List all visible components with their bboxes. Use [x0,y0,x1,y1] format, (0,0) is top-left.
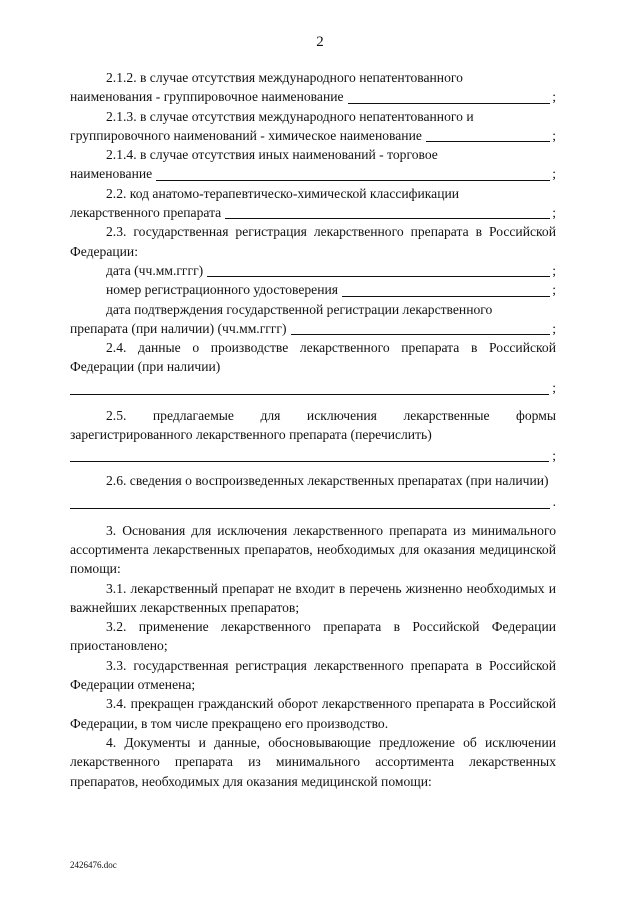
production-data-blank-line[interactable] [70,380,549,395]
certificate-number-label: номер регистрационного удостоверения [106,282,339,298]
registration-confirm-end: ; [552,320,556,336]
item-2-5-end: ; [552,448,556,464]
section-3-text: 3. Основания для исключения лекарственного препарата из минимального ассортимента лекарственных препаратов, необходимых для оказания медицинской помощи: [70,522,556,577]
item-2-1-3-text: 2.1.3. в случае отсутствия международного непатентованного и [106,108,474,124]
item-2-2-label: лекарственного препарата [70,205,222,221]
item-2-2-end: ; [552,205,556,221]
atc-code-blank-line[interactable] [225,204,550,219]
item-2-1-4-field [70,164,556,183]
item-2-2 [70,184,556,223]
item-2-6-end: . [552,494,556,510]
item-2-1-2-field [70,87,556,106]
item-2-1-4-label: наименование [70,166,153,182]
item-3-4-text: 3.4. прекращен гражданский оборот лекарственного препарата в Российской Федерации, в том числе прекращено его производство. [70,696,556,731]
group-name-blank-line[interactable] [348,89,551,104]
page-number: 2 [316,34,324,50]
registration-confirm-text: дата подтверждения государственной регистрации лекарственного [106,301,493,317]
registration-date-blank-line[interactable] [207,262,550,277]
item-2-4-end: ; [552,380,556,396]
registration-date-label: дата (чч.мм.гггг) [106,262,204,278]
certificate-number-field [70,280,556,299]
registration-confirm-label: препарата (при наличии) (чч.мм.гггг) [70,320,287,336]
confirm-date-blank-line[interactable] [291,320,551,335]
section-4-text: 4. Документы и данные, обосновывающие предложение об исключении лекарственного препарата из минимального ассортимента лекарственных препаратов, необходимых для оказания медицинской помощи: [70,734,556,789]
trade-name-blank-line[interactable] [156,166,550,181]
chemical-name-blank-line[interactable] [426,127,550,142]
item-2-1-3-label: группировочного наименований - химическое наименование [70,127,422,143]
item-2-4-field [70,377,556,398]
item-2-2-text: 2.2. код анатомо-терапевтическо-химической классификации [106,185,460,201]
item-2-1-4-end: ; [552,166,556,182]
item-2-2-field [70,203,556,222]
certificate-number-end: ; [552,282,556,298]
item-2-1-4 [70,145,556,184]
item-3-1-text: 3.1. лекарственный препарат не входит в перечень жизненно необходимых и важнейших лекарственных препаратов; [70,580,556,615]
item-2-1-2-label: наименования - группировочное наименование [70,89,344,105]
generics-blank-line[interactable] [70,494,550,509]
item-2-1-3-field [70,126,556,145]
item-2-1-2-text: 2.1.2. в случае отсутствия международного непатентованного [106,70,463,85]
item-2-6-field [70,491,556,512]
item-2-6 [70,471,556,511]
dosage-forms-blank-line[interactable] [70,447,549,462]
item-2-5 [70,406,556,466]
certificate-number-blank-line[interactable] [342,282,550,297]
item-2-1-4-text: 2.1.4. в случае отсутствия иных наименований - торговое [106,147,438,163]
item-2-5-field [70,444,556,465]
item-2-1-3-end: ; [552,127,556,143]
item-2-1-2 [70,68,556,107]
item-2-3-text: 2.3. государственная регистрация лекарственного препарата в Российской Федерации: [70,224,556,259]
registration-confirm-field [70,319,556,338]
document-body [70,68,556,791]
item-2-4-text: 2.4. данные о производстве лекарственного препарата в Российской Федерации (при наличии) [70,340,556,375]
registration-confirm [70,300,556,339]
item-2-1-2-end: ; [552,89,556,105]
item-2-5-text: 2.5. предлагаемые для исключения лекарственные формы зарегистрированного лекарственного препарата (перечислить) [70,407,556,443]
registration-date-end: ; [552,262,556,278]
item-2-4 [70,338,556,398]
registration-date-field [70,261,556,280]
footer-filename: 2426476.doc [70,860,117,870]
item-2-6-text: 2.6. сведения о воспроизведенных лекарственных препаратах (при наличии) [106,473,549,489]
item-2-1-3 [70,107,556,146]
item-3-3-text: 3.3. государственная регистрация лекарственного препарата в Российской Федерации отменена; [70,657,556,693]
item-3-2-text: 3.2. применение лекарственного препарата в Российской Федерации приостановлено; [70,619,556,654]
